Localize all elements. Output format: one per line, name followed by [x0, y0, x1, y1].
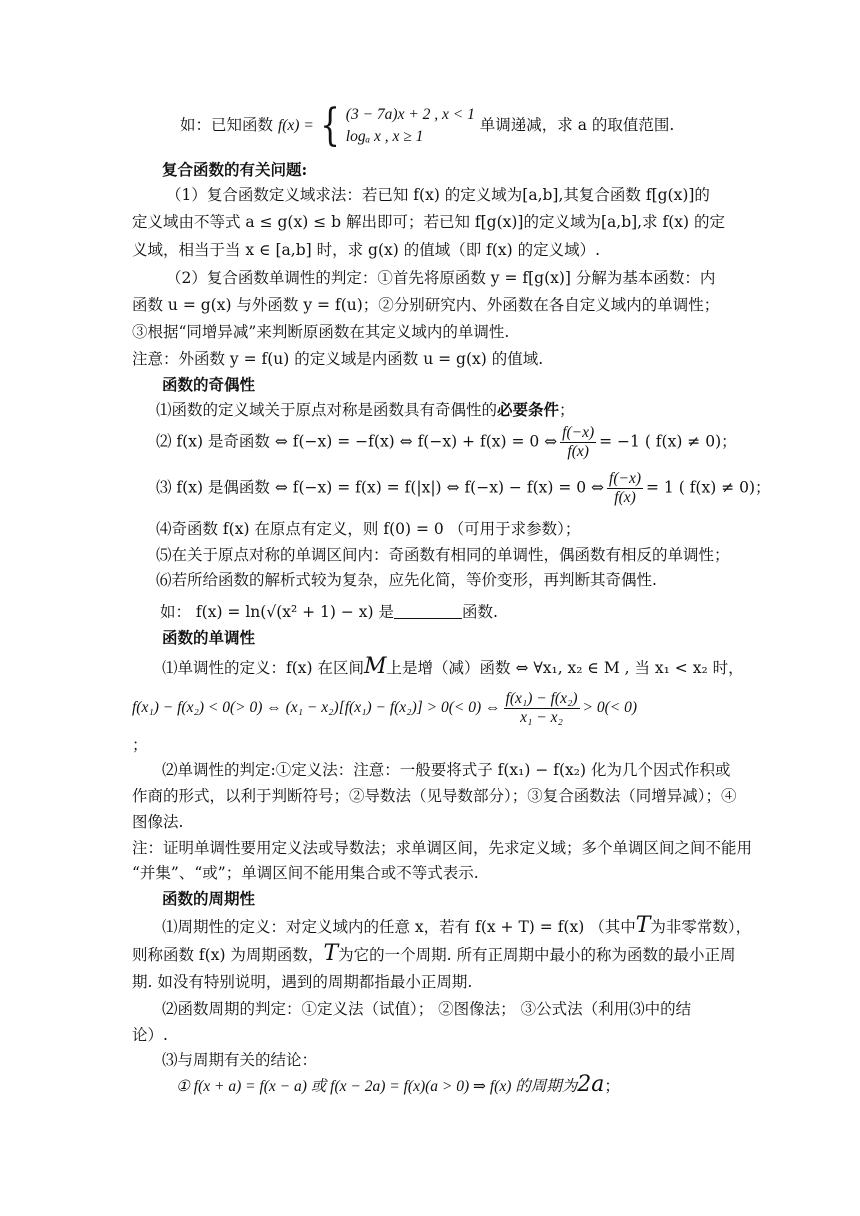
- fraction-numerator: f(x₁) − f(x₂): [505, 690, 578, 707]
- periodic-item-1-line3: 期. 如没有特别说明，遇到的周期都指最小正周期.: [132, 973, 473, 991]
- periodic-item-3: ⑶与周期有关的结论：: [162, 1051, 318, 1069]
- parity-example: [160, 602, 498, 622]
- parity-item-6: ⑹若所给函数的解析式较为复杂，应先化简，等价变形，再判断其奇偶性.: [156, 571, 657, 589]
- periodic-conclusion-1-end: ；: [604, 1077, 620, 1095]
- parity-item-1: [156, 400, 575, 420]
- monotonic-formula-fraction: [504, 690, 580, 727]
- monotonic-item-2-line2: 作商的形式，以利于判断符号；②导数法（见导数部分）；③复合函数法（同增异减）；④: [132, 787, 737, 805]
- parity-item-3-end: = 1 ( f(x) ≠ 0)；: [646, 478, 771, 497]
- piecewise-cases: [346, 104, 475, 148]
- composite-p1-line2: 定义域由不等式 a ≤ g(x) ≤ b 解出即可；若已知 f[g(x)]的定义域为[a,b],求 f(x) 的定: [132, 213, 726, 231]
- composite-heading: 复合函数的有关问题:: [162, 160, 308, 179]
- monotonic-formula: [132, 690, 637, 727]
- composite-p2-line3: ③根据“同增异减”来判断原函数在其定义域内的单调性.: [132, 323, 510, 341]
- period-T: T: [323, 941, 339, 966]
- monotonic-item-1-text: ⑴单调性的定义：f(x) 在区间: [162, 659, 365, 677]
- periodic-item-1-text: ⑴周期性的定义：对定义域内的任意 x，若有 f(x + T) = f(x) （其中: [162, 918, 636, 936]
- fraction-numerator: f(−x): [609, 470, 642, 487]
- parity-item-2-text: ⑵ f(x) 是奇函数 ⇔ f(−x) = −f(x) ⇔ f(−x) + f(x) = 0 ⇔: [156, 432, 558, 451]
- monotonic-item-1-end: 上是增（减）函数 ⇔ ∀x₁, x₂ ∈ M , 当 x₁ < x₂ 时，: [386, 659, 744, 677]
- monotonic-formula-semicolon: ；: [132, 736, 148, 754]
- composite-p1-line1: （1）复合函数定义域求法：若已知 f(x) 的定义域为[a,b],其复合函数 f[g(x)]的: [166, 186, 710, 204]
- monotonic-item-1: [162, 654, 744, 679]
- example-prefix: 如：已知函数: [180, 116, 278, 134]
- parity-item-3-text: ⑶ f(x) 是偶函数 ⇔ f(−x) = f(x) = f(|x|) ⇔ f(−x) − f(x) = 0 ⇔: [156, 478, 605, 497]
- fraction-denominator: x₁ − x₂: [520, 709, 563, 726]
- composite-p2-line2: 函数 u = g(x) 与外函数 y = f(u)；②分别研究内、外函数在各自定义域内的单调性；: [132, 296, 720, 314]
- example-piecewise: [180, 100, 675, 151]
- piecewise-case-1: (3 − 7a)x + 2 , x < 1: [345, 106, 475, 123]
- monotonic-heading: 函数的单调性: [162, 628, 256, 647]
- fraction-denominator: f(x): [614, 489, 636, 506]
- periodic-item-1-line1: [162, 913, 752, 938]
- monotonic-formula-text: f(x₁) − f(x₂) < 0(> 0) ⇔ (x₁ − x₂)[f(x₁) − f(x₂)] > 0(< 0) ⇔: [132, 699, 501, 717]
- monotonic-item-2-line3: 图像法.: [132, 813, 184, 831]
- parity-item-2: [156, 424, 737, 461]
- periodic-item-2-line1: ⑵函数周期的判定：①定义法（试值）； ②图像法； ③公式法（利用⑶中的结: [162, 1000, 692, 1018]
- parity-item-5: ⑸在关于原点对称的单调区间内：奇函数有相同的单调性，偶函数有相反的单调性；: [156, 546, 730, 564]
- example-lhs: f(x) =: [277, 117, 314, 134]
- left-brace-icon: {: [319, 100, 340, 151]
- parity-item-3-fraction: [607, 470, 643, 507]
- period-T: T: [635, 913, 651, 938]
- parity-item-2-fraction: [560, 424, 596, 461]
- parity-item-1-end: ；: [559, 401, 575, 419]
- necessary-condition-text: 必要条件: [497, 400, 560, 419]
- composite-note: 注意：外函数 y = f(u) 的定义域是内函数 u = g(x) 的值域.: [132, 350, 544, 368]
- periodic-heading: 函数的周期性: [162, 889, 256, 908]
- example-suffix: 单调递减，求 a 的取值范围.: [474, 116, 675, 134]
- periodic-item-1-line2: [132, 941, 736, 966]
- composite-p1-line3: 义域，相当于当 x ∈ [a,b] 时，求 g(x) 的值域（即 f(x) 的定义域）.: [132, 241, 601, 259]
- answer-blank[interactable]: [394, 604, 462, 619]
- monotonic-note-line1: 注：证明单调性要用定义法或导数法；求单调区间，先求定义域；多个单调区间之间不能用: [132, 839, 753, 857]
- periodic-item-2-line2: 论）.: [132, 1026, 168, 1044]
- fraction-denominator: f(x): [567, 443, 589, 460]
- composite-p2-line1: （2）复合函数单调性的判定：①首先将原函数 y = f[g(x)] 分解为基本函数：内: [166, 269, 716, 287]
- period-2a: 2a: [577, 1072, 605, 1097]
- fraction-numerator: f(−x): [562, 424, 595, 441]
- monotonic-item-2-line1: ⑵单调性的判定:①定义法：注意：一般要将式子 f(x₁) − f(x₂) 化为几个因式作积或: [162, 761, 731, 779]
- parity-example-end: 函数.: [462, 603, 498, 621]
- parity-item-2-end: = −1 ( f(x) ≠ 0)；: [599, 432, 737, 451]
- periodic-line2-text: 则称函数 f(x) 为周期函数，: [132, 946, 324, 964]
- periodic-item-1-end: 为非零常数），: [650, 918, 752, 936]
- parity-item-3: [156, 470, 771, 507]
- parity-heading: 函数的奇偶性: [162, 375, 256, 394]
- periodic-conclusion-1-text: ① f(x + a) = f(x − a) 或 f(x − 2a) = f(x)(a > 0) ⇒ f(x) 的周期为: [176, 1078, 578, 1095]
- parity-item-4: ⑷奇函数 f(x) 在原点有定义，则 f(0) = 0 （可用于求参数）；: [156, 520, 581, 538]
- parity-item-1-text: ⑴函数的定义域关于原点对称是函数具有奇偶性的: [156, 401, 498, 419]
- monotonic-note-line2: “并集”、“或”；单调区间不能用集合或不等式表示.: [132, 864, 479, 882]
- periodic-line2-end: 为它的一个周期. 所有正周期中最小的称为函数的最小正周: [338, 946, 736, 964]
- piecewise-case-2: logₐ x , x ≥ 1: [345, 128, 424, 145]
- interval-M: M: [364, 654, 387, 679]
- parity-example-text: 如： f(x) = ln(√(x² + 1) − x) 是: [160, 603, 395, 621]
- periodic-conclusion-1: [176, 1072, 620, 1097]
- monotonic-formula-end: > 0(< 0): [582, 699, 638, 717]
